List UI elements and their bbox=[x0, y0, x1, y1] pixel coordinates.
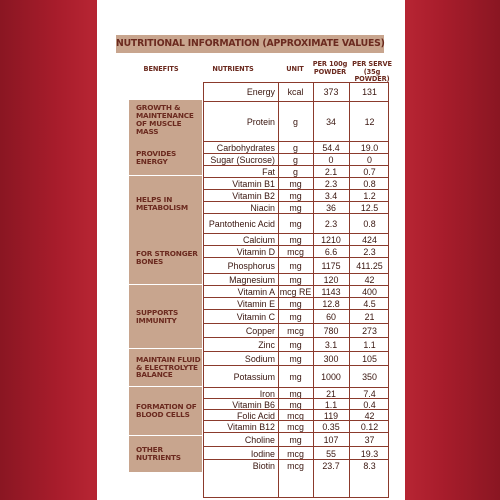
header-per-serve: PER SERVE (35g POWDER) bbox=[352, 60, 392, 83]
header-benefits: BENEFITS bbox=[143, 65, 179, 73]
value-per-100g: 6.6 bbox=[324, 247, 338, 257]
nutrient-name: Vitamin D bbox=[236, 247, 275, 257]
value-per-100g: 780 bbox=[323, 326, 339, 336]
nutrient-name: Biotin bbox=[252, 461, 275, 471]
nutrient-name: Vitamin B1 bbox=[232, 179, 275, 189]
nutrient-unit: mg bbox=[289, 275, 302, 285]
value-per-serve: 424 bbox=[362, 235, 377, 245]
value-per-serve: 411.25 bbox=[356, 261, 383, 271]
nutrient-unit: mg bbox=[289, 312, 302, 322]
nutrient-unit: mcg bbox=[287, 247, 304, 257]
table-row bbox=[204, 83, 388, 101]
value-per-100g: 1210 bbox=[321, 235, 341, 245]
table-row bbox=[204, 351, 388, 366]
value-per-serve: 273 bbox=[362, 326, 377, 336]
table-row bbox=[204, 365, 388, 388]
table-row bbox=[204, 432, 388, 447]
nutrient-name: Niacin bbox=[250, 203, 275, 213]
nutrient-unit: mcg bbox=[287, 410, 304, 421]
nutrient-unit: mcg RE bbox=[279, 287, 312, 297]
nutrient-name: Vitamin B2 bbox=[232, 191, 275, 201]
nutrient-name: Vitamin A bbox=[237, 287, 275, 297]
value-per-serve: 1.1 bbox=[363, 340, 376, 350]
value-per-serve: 0.4 bbox=[363, 399, 376, 410]
nutrient-name: Sodium bbox=[244, 354, 275, 364]
value-per-serve: 21 bbox=[364, 312, 375, 322]
nutrient-name: Zinc bbox=[258, 340, 275, 350]
nutrient-name: Phosphorus bbox=[227, 261, 275, 271]
nutrient-unit: mcg bbox=[287, 448, 304, 459]
nutrient-name: Iodine bbox=[250, 448, 275, 459]
nutrient-unit: mg bbox=[289, 354, 302, 364]
table-row bbox=[204, 459, 388, 472]
nutrient-unit: mg bbox=[289, 179, 302, 189]
value-per-100g: 0 bbox=[328, 155, 334, 165]
value-per-serve: 4.5 bbox=[363, 299, 376, 309]
nutrient-unit: g bbox=[293, 167, 298, 177]
value-per-serve: 131 bbox=[362, 87, 377, 97]
nutrient-name: Vitamin E bbox=[237, 299, 275, 309]
value-per-100g: 36 bbox=[326, 203, 336, 213]
nutrient-unit: mcg bbox=[287, 326, 304, 336]
value-per-100g: 21 bbox=[326, 388, 336, 399]
value-per-100g: 0.35 bbox=[322, 422, 340, 432]
table-row bbox=[204, 323, 388, 338]
nutrient-unit: g bbox=[293, 143, 298, 153]
benefit-fluid-balance: MAINTAIN FLUID & ELECTROLYTE BALANCE bbox=[129, 349, 202, 386]
value-per-serve: 0.12 bbox=[360, 422, 379, 432]
value-per-serve: 37 bbox=[364, 435, 375, 445]
nutrient-unit: g bbox=[293, 117, 298, 127]
value-per-100g: 107 bbox=[323, 435, 339, 445]
nutrient-name: Choline bbox=[244, 435, 275, 445]
nutrient-unit: mg bbox=[289, 340, 302, 350]
nutrition-title: NUTRITIONAL INFORMATION (APPROXIMATE VALUES) bbox=[116, 35, 384, 53]
value-per-100g: 2.3 bbox=[324, 179, 338, 189]
nutrient-name: Pantothenic Acid bbox=[208, 219, 275, 229]
benefit-bones: FOR STRONGER BONES bbox=[129, 232, 202, 284]
nutrient-name: Protein bbox=[246, 117, 275, 127]
value-per-100g: 1175 bbox=[321, 261, 341, 271]
table-row bbox=[204, 446, 388, 460]
benefit-blood-cells: FORMATION OF BLOOD CELLS bbox=[129, 387, 202, 435]
nutrient-unit: mg bbox=[289, 203, 302, 213]
table-row bbox=[204, 309, 388, 324]
benefit-immunity: SUPPORTS IMMUNITY bbox=[129, 285, 202, 348]
nutrient-unit: mg bbox=[289, 435, 302, 445]
value-per-100g: 119 bbox=[323, 410, 339, 421]
nutrient-name: Vitamin C bbox=[236, 312, 275, 322]
header-per-100g: PER 100g POWDER bbox=[312, 60, 348, 76]
nutrient-name: Energy bbox=[246, 87, 275, 97]
nutrient-unit: mg bbox=[289, 261, 302, 271]
nutrient-unit: mg bbox=[289, 235, 302, 245]
nutrient-unit: g bbox=[293, 155, 298, 165]
value-per-serve: 350 bbox=[362, 372, 377, 382]
value-per-100g: 60 bbox=[326, 312, 336, 322]
value-per-100g: 34 bbox=[326, 117, 336, 127]
table-row bbox=[204, 337, 388, 352]
benefit-energy: PROVIDES ENERGY bbox=[129, 140, 202, 175]
nutrition-table bbox=[203, 82, 389, 498]
value-per-100g: 55 bbox=[326, 448, 336, 459]
nutrient-name: Vitamin B6 bbox=[232, 399, 275, 410]
nutrient-name: Fat bbox=[262, 167, 275, 177]
value-per-100g: 23.7 bbox=[322, 461, 340, 471]
nutrient-unit: mg bbox=[289, 399, 302, 410]
value-per-100g: 120 bbox=[323, 275, 339, 285]
value-per-100g: 12.8 bbox=[322, 299, 340, 309]
nutrient-unit: kcal bbox=[287, 87, 304, 97]
value-per-serve: 0.8 bbox=[363, 219, 376, 229]
nutrient-name: Magnesium bbox=[229, 275, 275, 285]
nutrient-unit: mg bbox=[289, 372, 302, 382]
value-per-100g: 3.1 bbox=[324, 340, 338, 350]
value-per-serve: 2.3 bbox=[363, 247, 376, 257]
value-per-serve: 400 bbox=[362, 287, 377, 297]
nutrient-name: Copper bbox=[245, 326, 275, 336]
nutrient-name: Sugar (Sucrose) bbox=[210, 155, 275, 165]
value-per-100g: 3.4 bbox=[324, 191, 338, 201]
nutrient-name: Carbohydrates bbox=[216, 143, 275, 153]
nutrient-unit: mg bbox=[289, 219, 302, 229]
nutrient-unit: mg bbox=[289, 191, 302, 201]
value-per-100g: 300 bbox=[323, 354, 339, 364]
value-per-serve: 19.3 bbox=[360, 448, 379, 459]
value-per-serve: 42 bbox=[364, 410, 375, 421]
header-nutrients: NUTRIENTS bbox=[212, 65, 254, 73]
value-per-100g: 373 bbox=[323, 87, 339, 97]
nutrient-name: Potassium bbox=[233, 372, 275, 382]
benefit-metabolism: HELPS IN METABOLISM bbox=[129, 176, 202, 232]
value-per-serve: 1.2 bbox=[363, 191, 376, 201]
value-per-serve: 19.0 bbox=[360, 143, 379, 153]
value-per-serve: 42 bbox=[364, 275, 375, 285]
value-per-serve: 0.7 bbox=[363, 167, 376, 177]
nutrient-name: Iron bbox=[259, 388, 275, 399]
nutrient-unit: mg bbox=[289, 388, 302, 399]
value-per-serve: 7.4 bbox=[363, 388, 376, 399]
nutrient-name: Folic Acid bbox=[237, 410, 275, 421]
nutrient-unit: mcg bbox=[287, 461, 304, 471]
table-row bbox=[204, 257, 388, 274]
value-per-serve: 8.3 bbox=[363, 461, 376, 471]
nutrient-name: Vitamin B12 bbox=[227, 422, 275, 432]
value-per-100g: 54.4 bbox=[322, 143, 340, 153]
benefit-muscle: GROWTH & MAINTENANCE OF MUSCLE MASS bbox=[129, 100, 202, 140]
value-per-serve: 105 bbox=[362, 354, 377, 364]
benefit-other: OTHER NUTRIENTS bbox=[129, 436, 202, 472]
value-per-100g: 2.1 bbox=[324, 167, 338, 177]
value-per-serve: 0.8 bbox=[363, 179, 376, 189]
nutrient-unit: mg bbox=[289, 299, 302, 309]
table-row bbox=[204, 213, 388, 234]
table-row bbox=[204, 101, 388, 142]
nutrient-unit: mcg bbox=[287, 422, 304, 432]
value-per-serve: 12.5 bbox=[360, 203, 379, 213]
value-per-100g: 1143 bbox=[321, 287, 341, 297]
header-unit: UNIT bbox=[286, 65, 304, 73]
value-per-100g: 1.1 bbox=[324, 399, 338, 410]
value-per-100g: 2.3 bbox=[324, 219, 338, 229]
value-per-serve: 0 bbox=[367, 155, 372, 165]
value-per-serve: 12 bbox=[364, 117, 375, 127]
nutrient-name: Calcium bbox=[242, 235, 275, 245]
value-per-100g: 1000 bbox=[321, 372, 341, 382]
